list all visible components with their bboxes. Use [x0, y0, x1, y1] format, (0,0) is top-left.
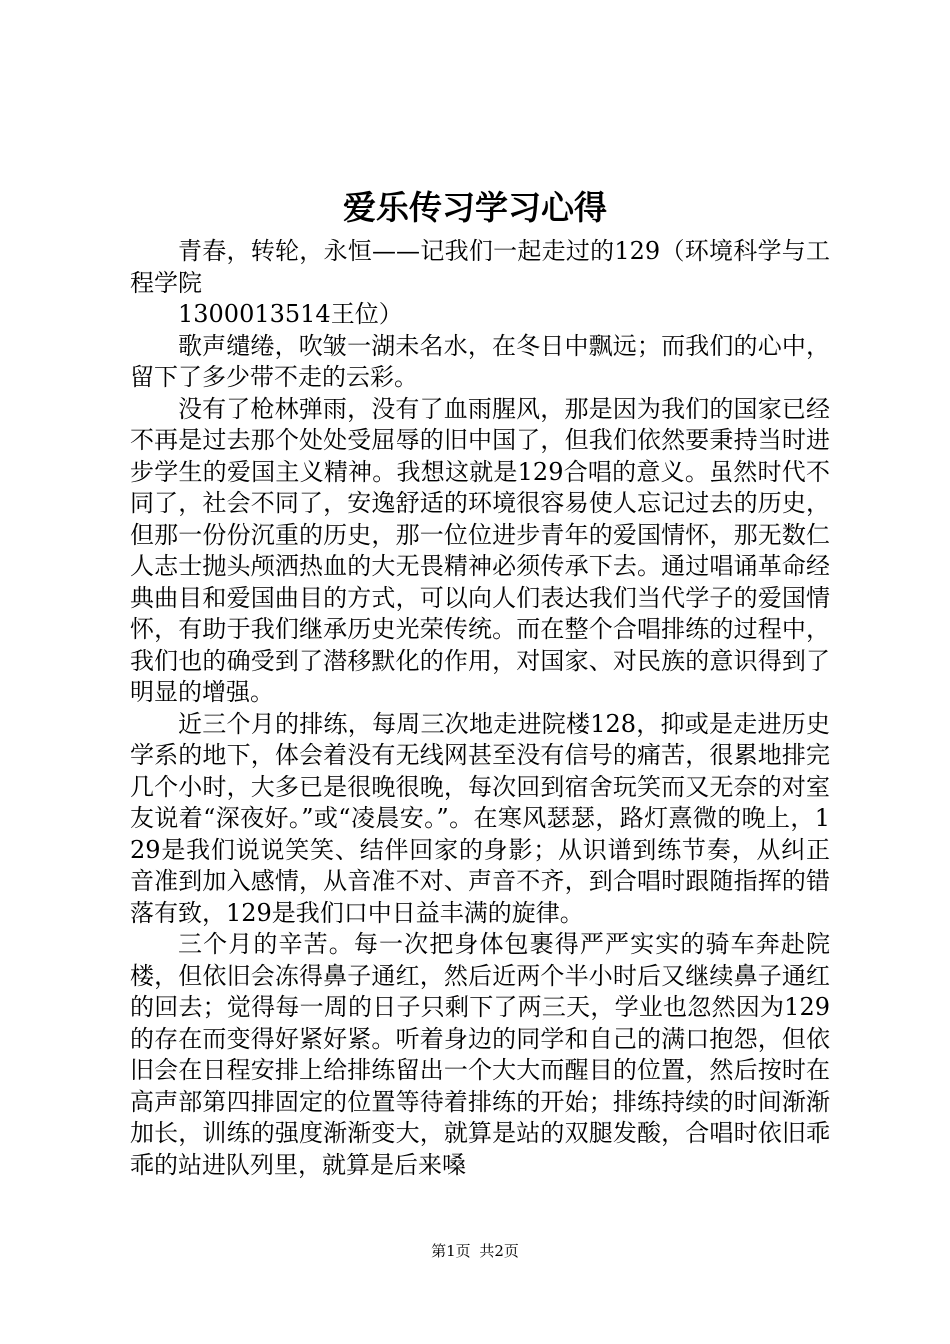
paragraph-subtitle: 青春，转轮，永恒——记我们一起走过的129（环境科学与工程学院 [130, 237, 830, 297]
page-total: 共2页 [479, 1242, 519, 1260]
document-title: 爱乐传习学习心得 [343, 188, 607, 227]
page-number: 第1页 [431, 1242, 471, 1260]
page-footer [0, 1241, 950, 1261]
paragraph-intro: 歌声缱绻，吹皱一湖未名水，在冬日中飘远；而我们的心中，留下了多少带不走的云彩。 [130, 331, 830, 391]
paragraph-meaning: 没有了枪林弹雨，没有了血雨腥风，那是因为我们的国家已经不再是过去那个处处受屈辱的旧中国了，但我们依然要秉持当时进步学生的爱国主义精神。我想这就是129合唱的意义。虽然时代不同了，社会不同了，安逸舒适的环境很容易使人忘记过去的历史，但那一份份沉重的历史，那一位位进步青年的爱国情怀，那无数仁人志士抛头颅洒热血的大无畏精神必须传承下去。通过唱诵革命经典曲目和爱国曲目的方式，可以向人们表达我们当代学子的爱国情怀，有助于我们继承历史光荣传统。而在整个合唱排练的过程中，我们也的确受到了潜移默化的作用，对国家、对民族的意识得到了明显的增强。 [130, 394, 830, 706]
paragraph-author: 1300013514王位） [178, 300, 403, 328]
document-body [130, 236, 830, 1181]
paragraph-hardship: 三个月的辛苦。每一次把身体包裹得严严实实的骑车奔赴院楼，但依旧会冻得鼻子通红，然后近两个半小时后又继续鼻子通红的回去；觉得每一周的日子只剩下了两三天，学业也忽然因为129的存在而变得好紧好紧。听着身边的同学和自己的满口抱怨，但依旧会在日程安排上给排练留出一个大大而醒目的位置，然后按时在高声部第四排固定的位置等待着排练的开始；排练持续的时间渐渐加长，训练的强度渐渐变大，就算是站的双腿发酸，合唱时依旧乖乖的站进队列里，就算是后来嗓 [130, 930, 830, 1179]
paragraph-rehearsal: 近三个月的排练，每周三次地走进院楼128，抑或是走进历史学系的地下，体会着没有无线网甚至没有信号的痛苦，很累地排完几个小时，大多已是很晚很晚，每次回到宿舍玩笑而又无奈的对室友说着“深夜好。”或“凌晨安。”。在寒风瑟瑟，路灯熹微的晚上，129是我们说说笑笑、结伴回家的身影；从识谱到练节奏，从纠正音准到加入感情，从音准不对、声音不齐，到合唱时跟随指挥的错落有致，129是我们口中日益丰满的旋律。 [130, 709, 830, 927]
